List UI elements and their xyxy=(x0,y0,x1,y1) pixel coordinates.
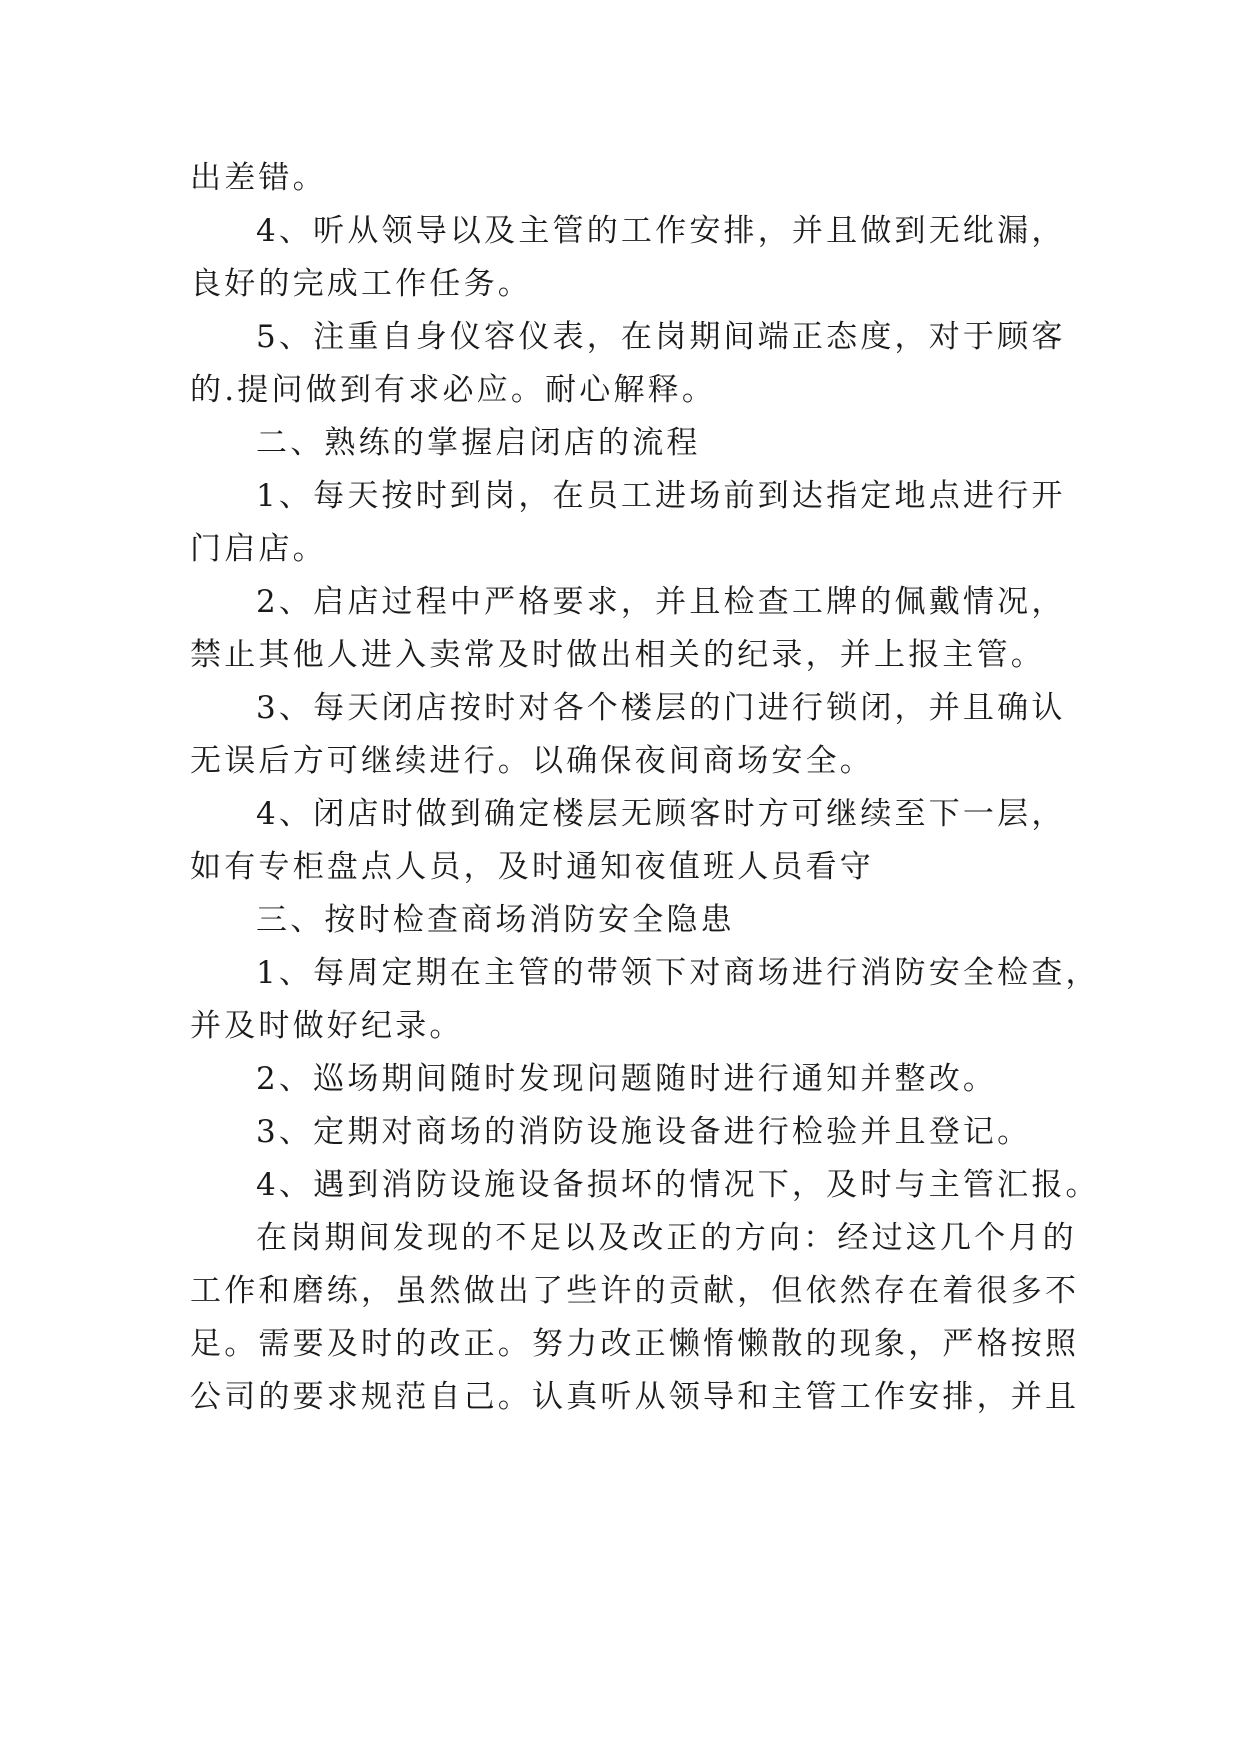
text-line: 的.提问做到有求必应。耐心解释。 xyxy=(190,372,717,408)
text-line: 5、注重自身仪容仪表，在岗期间端正态度，对于顾客 xyxy=(256,319,1066,355)
text-line: 足。需要及时的改正。努力改正懒惰懒散的现象，严格按照 xyxy=(190,1326,1080,1362)
text-line: 4、闭店时做到确定楼层无顾客时方可继续至下一层， xyxy=(256,796,1066,832)
text-line: 3、每天闭店按时对各个楼层的门进行锁闭，并且确认 xyxy=(256,690,1066,726)
text-line: 在岗期间发现的不足以及改正的方向：经过这几个月的 xyxy=(256,1220,1077,1256)
text-line: 2、启店过程中严格要求，并且检查工牌的佩戴情况， xyxy=(256,584,1066,620)
text-line: 工作和磨练，虽然做出了些许的贡献，但依然存在着很多不 xyxy=(190,1273,1080,1309)
text-line: 1、每天按时到岗，在员工进场前到达指定地点进行开 xyxy=(256,478,1066,514)
text-line: 无误后方可继续进行。以确保夜间商场安全。 xyxy=(190,743,874,779)
text-line: 门启店。 xyxy=(190,531,327,567)
text-line: 出差错。 xyxy=(190,160,327,196)
text-line: 禁止其他人进入卖常及时做出相关的纪录，并上报主管。 xyxy=(190,637,1045,673)
text-line: 1、每周定期在主管的带领下对商场进行消防安全检查， xyxy=(256,955,1100,991)
text-line: 2、巡场期间随时发现问题随时进行通知并整改。 xyxy=(256,1061,998,1097)
text-line: 4、听从领导以及主管的工作安排，并且做到无纰漏， xyxy=(256,213,1066,249)
text-line: 4、遇到消防设施设备损坏的情况下，及时与主管汇报。 xyxy=(256,1167,1100,1203)
section-heading: 二、熟练的掌握启闭店的流程 xyxy=(256,425,701,461)
text-line: 良好的完成工作任务。 xyxy=(190,266,532,302)
text-line: 并及时做好纪录。 xyxy=(190,1008,464,1044)
text-line: 公司的要求规范自己。认真听从领导和主管工作安排，并且 xyxy=(190,1379,1080,1415)
text-line: 3、定期对商场的消防设施设备进行检验并且登记。 xyxy=(256,1114,1032,1150)
text-line: 如有专柜盘点人员，及时通知夜值班人员看守 xyxy=(190,849,874,885)
section-heading: 三、按时检查商场消防安全隐患 xyxy=(256,902,735,938)
